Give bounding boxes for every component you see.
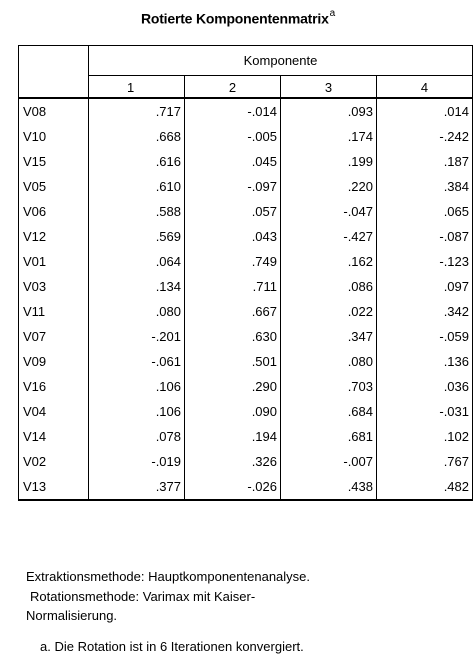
loading-value: .384 — [377, 174, 473, 199]
table-title — [0, 10, 476, 27]
table-row — [19, 124, 473, 149]
loading-value: .086 — [281, 274, 377, 299]
table-row — [19, 199, 473, 224]
loading-value: -.047 — [281, 199, 377, 224]
table-row — [19, 174, 473, 199]
loading-value: .045 — [185, 149, 281, 174]
table-row — [19, 224, 473, 249]
loading-value: .106 — [89, 399, 185, 424]
loading-value: -.005 — [185, 124, 281, 149]
table-row — [19, 149, 473, 174]
table-row — [19, 274, 473, 299]
matrix-body — [19, 98, 473, 500]
corner-cell — [19, 46, 89, 99]
loading-value: -.427 — [281, 224, 377, 249]
row-label: V10 — [19, 124, 89, 149]
loading-value: .569 — [89, 224, 185, 249]
loading-value: .588 — [89, 199, 185, 224]
loading-value: .326 — [185, 449, 281, 474]
title-footnote-marker: a — [329, 8, 336, 19]
loading-value: .036 — [377, 374, 473, 399]
row-label: V08 — [19, 98, 89, 124]
loading-value: .093 — [281, 98, 377, 124]
loading-value: .703 — [281, 374, 377, 399]
row-label: V03 — [19, 274, 89, 299]
row-label: V14 — [19, 424, 89, 449]
loading-value: .097 — [377, 274, 473, 299]
loading-value: .220 — [281, 174, 377, 199]
loading-value: .174 — [281, 124, 377, 149]
loading-value: -.201 — [89, 324, 185, 349]
loading-value: .199 — [281, 149, 377, 174]
loading-value: -.123 — [377, 249, 473, 274]
row-label: V06 — [19, 199, 89, 224]
row-label: V12 — [19, 224, 89, 249]
loading-value: -.031 — [377, 399, 473, 424]
loading-value: .064 — [89, 249, 185, 274]
row-label: V04 — [19, 399, 89, 424]
loading-value: .630 — [185, 324, 281, 349]
row-label: V13 — [19, 474, 89, 500]
loading-value: -.014 — [185, 98, 281, 124]
component-header-3: 3 — [281, 76, 377, 99]
row-label: V02 — [19, 449, 89, 474]
loading-value: .616 — [89, 149, 185, 174]
loading-value: .767 — [377, 449, 473, 474]
row-label: V16 — [19, 374, 89, 399]
row-label: V07 — [19, 324, 89, 349]
loading-value: -.242 — [377, 124, 473, 149]
loading-value: .342 — [377, 299, 473, 324]
loading-value: .078 — [89, 424, 185, 449]
table-title-text: Rotierte Komponentenmatrix — [140, 10, 329, 27]
loading-value: .080 — [89, 299, 185, 324]
loading-value: -.087 — [377, 224, 473, 249]
loading-value: .347 — [281, 324, 377, 349]
loading-value: .681 — [281, 424, 377, 449]
table-row — [19, 249, 473, 274]
header-row-group — [19, 46, 473, 76]
loading-value: .136 — [377, 349, 473, 374]
loading-value: .749 — [185, 249, 281, 274]
row-label: V15 — [19, 149, 89, 174]
loading-value: -.059 — [377, 324, 473, 349]
footnote-extraction: Extraktionsmethode: Hauptkomponentenanalyse. — [26, 569, 311, 584]
component-header-1: 1 — [89, 76, 185, 99]
loading-value: -.007 — [281, 449, 377, 474]
table-row — [19, 299, 473, 324]
table-row — [19, 324, 473, 349]
component-header-4: 4 — [377, 76, 473, 99]
loading-value: -.019 — [89, 449, 185, 474]
loading-value: .057 — [185, 199, 281, 224]
loading-value: .482 — [377, 474, 473, 500]
loading-value: .162 — [281, 249, 377, 274]
table-row — [19, 449, 473, 474]
footnote-rotation-line1: Rotationsmethode: Varimax mit Kaiser- — [30, 589, 256, 604]
row-label: V09 — [19, 349, 89, 374]
loading-value: .684 — [281, 399, 377, 424]
loading-value: .501 — [185, 349, 281, 374]
loading-value: .014 — [377, 98, 473, 124]
loading-value: -.061 — [89, 349, 185, 374]
loading-value: -.097 — [185, 174, 281, 199]
table-row — [19, 98, 473, 124]
loading-value: .711 — [185, 274, 281, 299]
loading-value: -.026 — [185, 474, 281, 500]
loading-value: .438 — [281, 474, 377, 500]
loading-value: .043 — [185, 224, 281, 249]
footnote-rotation-line2: Normalisierung. — [26, 608, 118, 623]
loading-value: .090 — [185, 399, 281, 424]
rotated-component-matrix — [18, 45, 473, 501]
loading-value: .102 — [377, 424, 473, 449]
row-label: V11 — [19, 299, 89, 324]
loading-value: .667 — [185, 299, 281, 324]
loading-value: .668 — [89, 124, 185, 149]
loading-value: .080 — [281, 349, 377, 374]
loading-value: .134 — [89, 274, 185, 299]
component-header-2: 2 — [185, 76, 281, 99]
table-row — [19, 424, 473, 449]
loading-value: .194 — [185, 424, 281, 449]
table-row — [19, 474, 473, 500]
loading-value: .187 — [377, 149, 473, 174]
loading-value: .106 — [89, 374, 185, 399]
loading-value: .717 — [89, 98, 185, 124]
table-row — [19, 349, 473, 374]
loading-value: .065 — [377, 199, 473, 224]
table-row — [19, 399, 473, 424]
footnote-a: a. Die Rotation ist in 6 Iterationen konvergiert. — [40, 639, 304, 654]
loading-value: .377 — [89, 474, 185, 500]
table-row — [19, 374, 473, 399]
loading-value: .022 — [281, 299, 377, 324]
loading-value: .610 — [89, 174, 185, 199]
row-label: V05 — [19, 174, 89, 199]
component-group-header: Komponente — [89, 46, 473, 76]
loading-value: .290 — [185, 374, 281, 399]
row-label: V01 — [19, 249, 89, 274]
